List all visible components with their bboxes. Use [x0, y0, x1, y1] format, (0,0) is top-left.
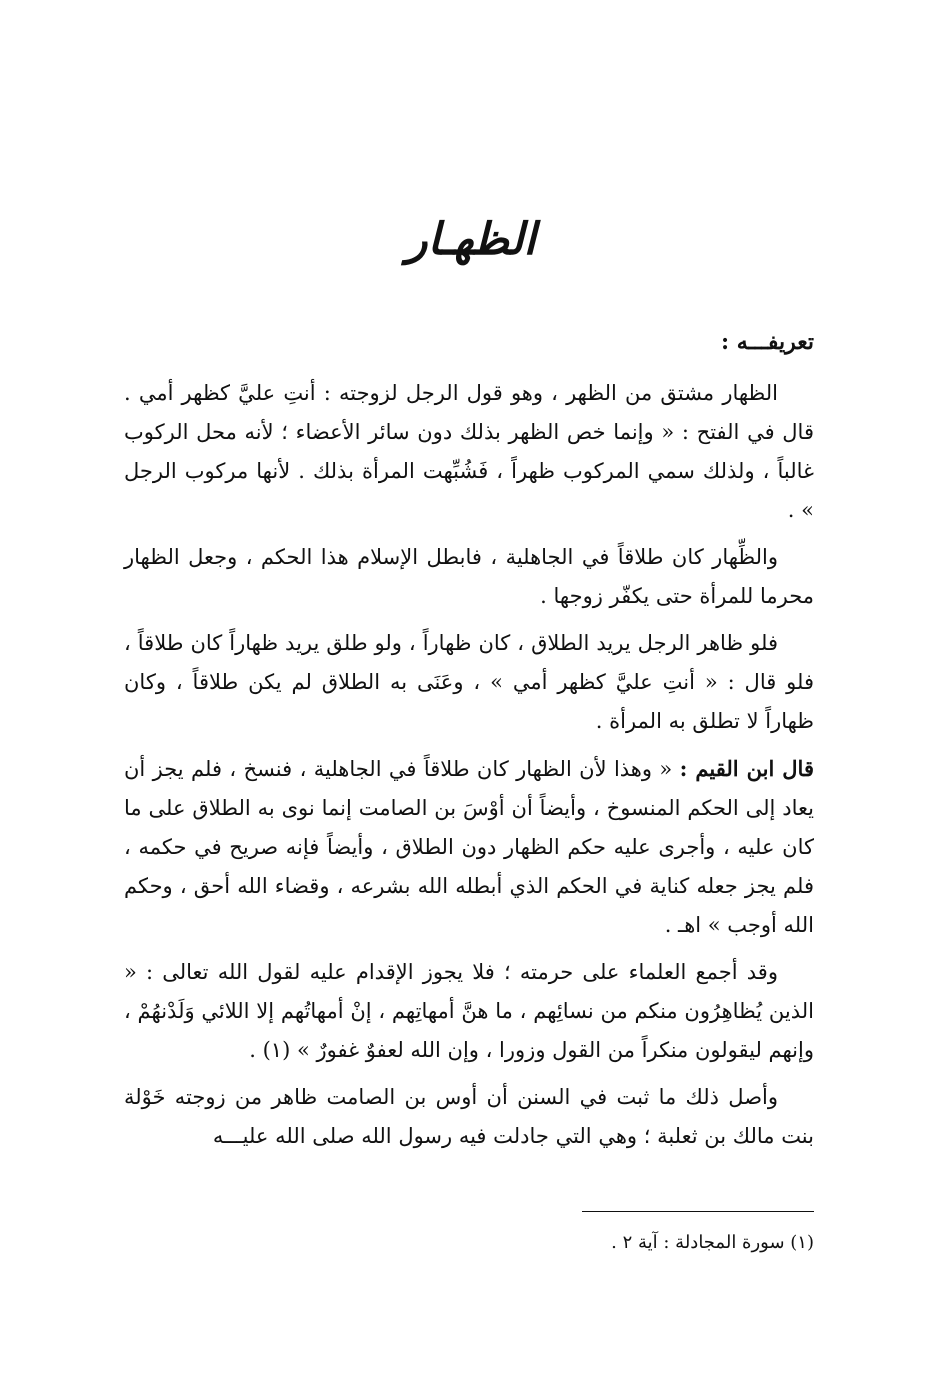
section-heading: تعريفـــه : [720, 329, 814, 355]
paragraph-consensus [124, 953, 814, 1070]
footnote-divider [582, 1211, 814, 1212]
paragraph-intent [124, 624, 814, 741]
paragraph-text: والظِّهار كان طلاقاً في الجاهلية ، فابطل الإسلام هذا الحكم ، وجعل الظهار محرما للمرأة حتى يكفّر زوجها . [124, 545, 814, 608]
paragraph-origin [124, 1078, 814, 1156]
body-text [124, 322, 814, 1164]
paragraph-text: « وهذا لأن الظهار كان طلاقاً في الجاهلية ، فنسخ ، فلم يجز أن يعاد إلى الحكم المنسوخ ، وأيضاً أن أوْسَ بن الصامت إنما نوى به الطلاق على ما كان عليه ، وأجرى عليه حكم الظهار دون الطلاق ، وأيضاً فإنه صريح في حكمه ، فلم يجز جعله كناية في الحكم الذي أبطله الله بشرعه ، وقضاء الله أحق ، وحكم الله أوجب » اهـ . [124, 757, 814, 937]
paragraph-text: وقد أجمع العلماء على حرمته ؛ فلا يجوز الإقدام عليه لقول الله تعالى : « الذين يُظاهِرُون منكم من نسائِهم ، ما هنَّ أمهاتِهم ، إنْ أمهاتُهم إلا اللائي وَلَدْنهُمْ ، وإنهم ليقولون منكراً من القول وزورا ، وإن الله لعفوٌ غفورٌ » (١) . [124, 960, 814, 1062]
paragraph-jahiliyya [124, 538, 814, 616]
paragraph-lead: قال ابن القيم : [679, 756, 814, 781]
chapter-title: الظهـار [406, 214, 536, 265]
paragraph-ibn-qayyim [124, 749, 814, 945]
paragraph-text: الظهار مشتق من الظهر ، وهو قول الرجل لزوجته : أنتِ عليَّ كظهر أمي . قال في الفتح : « وإنما خص الظهر بذلك دون سائر الأعضاء ؛ لأنه محل الركوب غالباً ، ولذلك سمي المركوب ظهراً ، فَشُبِّهت المرأة بذلك . لأنها مركوب الرجل » . [124, 381, 814, 522]
footnote: (١) سورة المجادلة : آية ٢ . [611, 1232, 814, 1253]
paragraph-definition [124, 374, 814, 530]
paragraph-text: فلو ظاهر الرجل يريد الطلاق ، كان ظهاراً ، ولو طلق يريد ظهاراً كان طلاقاً ، فلو قال : « أنتِ عليَّ كظهر أمي » ، وعَنَى به الطلاق لم يكن طلاقاً ، وكان ظهاراً لا تطلق به المرأة . [124, 631, 814, 733]
paragraph-text: وأصل ذلك ما ثبت في السنن أن أوس بن الصامت ظاهر من زوجته خَوْلة بنت مالك بن ثعلبة ؛ وهي التي جادلت فيه رسول الله صلى الله عليـــه [124, 1085, 814, 1148]
